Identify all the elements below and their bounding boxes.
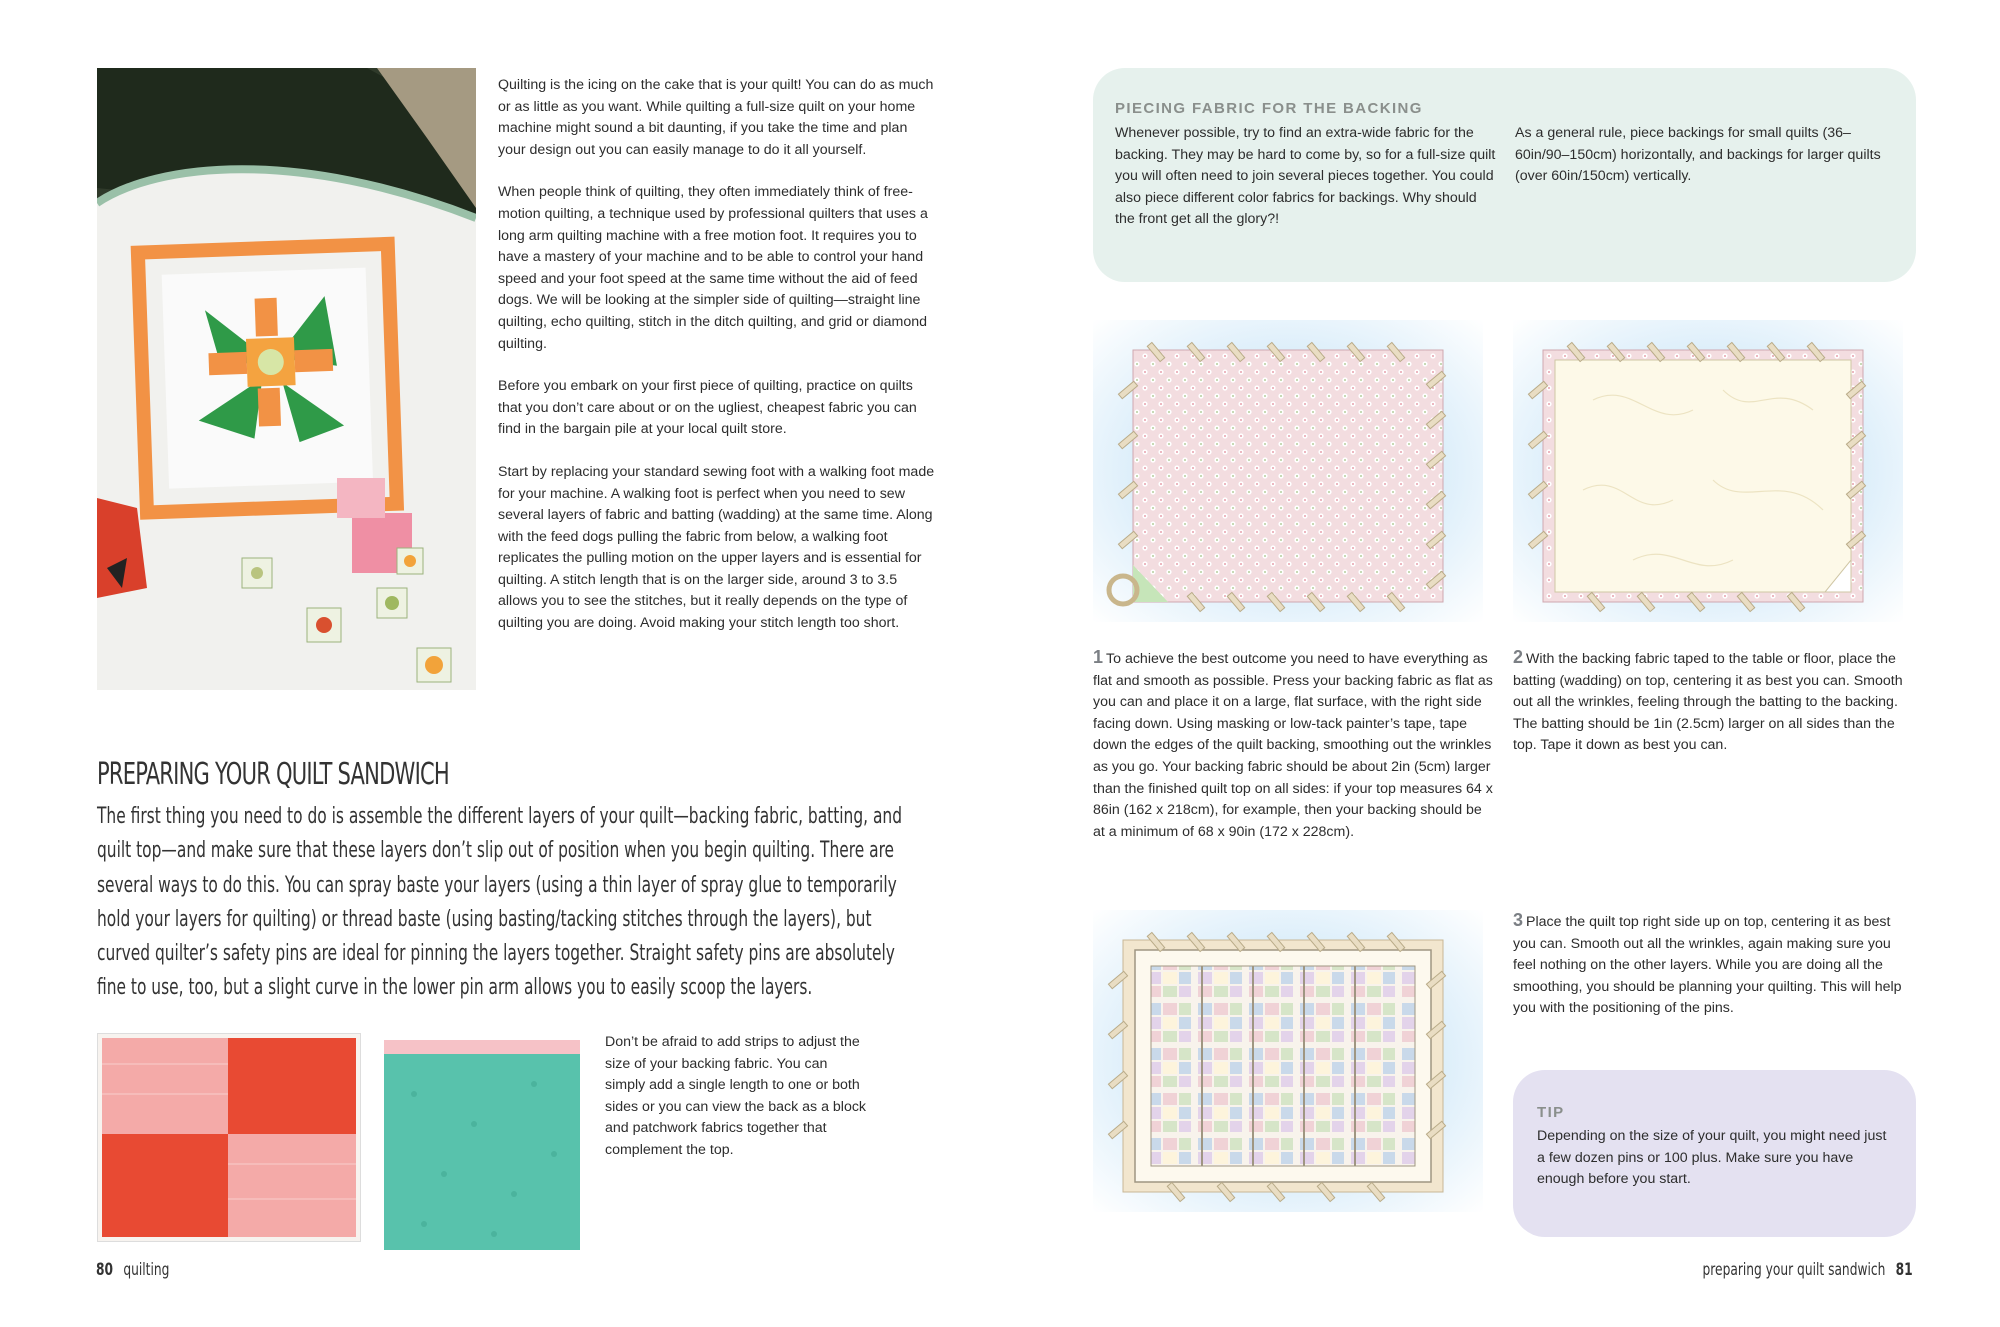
intro-paragraph: Quilting is the icing on the cake that is your quilt! You can do as much or as little as you want. While quilting a full-size quilt on your home machine might sound a bit daunting, if you take the time and plan your design out you can easily manage to do it all yourself. <box>498 77 934 158</box>
intro-paragraph: Start by replacing your standard sewing foot with a walking foot made for your machine. A walking foot is perfect when you need to sew several layers of fabric and batting (wadding) at the same time. Along with the feed dogs pulling the fabric from below, a walking foot replicates the pulling motion on the upper layers and is essential for quilting. A stitch length that is on the larger side, around 3 to 3.5 allows you to see the stitches, but it really depends on the type of quilting you are doing. Avoid making your stitch length too short. <box>498 463 935 632</box>
quilt-top-illustration <box>1093 910 1483 1212</box>
page-number: 80 <box>96 1260 114 1280</box>
strip-backing-photo <box>384 1040 580 1250</box>
intro-paragraph: Before you embark on your first piece of quilting, practice on quilts that you don’t care about or on the ugliest, cheapest fabric you can find in the bargain pile at your local quilt store. <box>498 378 917 438</box>
chapter-label: quilting <box>123 1260 170 1280</box>
quilt-photo <box>97 68 476 690</box>
step-3 <box>1513 910 1913 1020</box>
page-number: 81 <box>1895 1260 1913 1280</box>
intro-text <box>498 75 938 656</box>
batting-illustration <box>1513 320 1903 622</box>
chapter-label: preparing your quilt sandwich <box>1702 1260 1886 1280</box>
tip-box-title: TIP <box>1537 1104 1565 1121</box>
piecing-box-col1: Whenever possible, try to find an extra-wide fabric for the backing. They may be hard to come by, so for a full-size quilt you will often need to join several pieces together. You could also piece different color fabrics for backings. Why should the front get all the glory?! <box>1115 125 1496 228</box>
backing-caption: Don’t be afraid to add strips to adjust the size of your backing fabric. You can simply add a single length to one or both sides or you can view the back as a block and patchwork fabrics together that complement the top. <box>605 1034 867 1158</box>
step-number: 1 <box>1093 647 1104 667</box>
section-heading: PREPARING YOUR QUILT SANDWICH <box>97 757 449 792</box>
step-number: 2 <box>1513 647 1524 667</box>
piecing-box-title: PIECING FABRIC FOR THE BACKING <box>1115 100 1423 117</box>
tip-box-text: Depending on the size of your quilt, you might need just a few dozen pins or 100 plus. Make sure you have enough before you start. <box>1537 1128 1887 1188</box>
step-1 <box>1093 647 1493 843</box>
piecing-box-col2: As a general rule, piece backings for small quilts (36–60in/90–150cm) horizontally, and backings for larger quilts (over 60in/150cm) vertically. <box>1515 125 1881 185</box>
step-number: 3 <box>1513 910 1524 930</box>
step-text: With the backing fabric taped to the table or floor, place the batting (wadding) on top, centering it as best you can. Smooth out all the wrinkles, feeling through the batting to the backing. The batting should be 1in (2.5cm) larger on all sides than the top. Tape it down as best you can. <box>1513 651 1903 754</box>
pieced-backing-photo <box>97 1033 361 1242</box>
step-text: To achieve the best outcome you need to have everything as flat and smooth as possible. Press your backing fabric as flat as you can and place it on a large, flat surface, with the right side facing down. Using masking or low-tack painter’s tape, tape down the edges of the quilt backing, smoothing out the wrinkles as you go. Your backing fabric should be about 2in (5cm) larger than the finished quilt top on all sides: if your top measures 64 x 86in (162 x 218cm), for example, then your backing should be at a minimum of 68 x 90in (172 x 228cm). <box>1093 651 1493 840</box>
intro-paragraph: When people think of quilting, they often immediately think of free-motion quilting, a technique used by professional quilters that uses a long arm quilting machine with a free motion foot. It requires you to have a mastery of your machine and to be able to control your hand speed and your foot speed at the same time without the aid of feed dogs. We will be looking at the simpler side of quilting—straight line quilting, echo quilting, stitch in the ditch quilting, and grid or diamond quilting. <box>498 184 928 352</box>
tip-box <box>1513 1070 1916 1237</box>
piecing-info-box <box>1093 68 1916 282</box>
step-text: Place the quilt top right side up on top, centering it as best you can. Smooth out all the wrinkles, again making sure you feel nothing on the other layers. While you are doing all the smoothing, you should be planning your quilting. This will help you with the positioning of the pins. <box>1513 914 1902 1017</box>
lead-paragraph: The first thing you need to do is assemble the different layers of your quilt—backing fabric, batting, and quilt top—and make sure that these layers don’t slip out of position when you begin quilting. There are several ways to do this. You can spray baste your layers (using a thin layer of spray glue to temporarily hold your layers for quilting) or thread baste (using basting/tacking stitches through the layers), but curved quilter’s safety pins are ideal for pinning the layers together. Straight safety pins are absolutely fine to use, too, but a slight curve in the lower pin arm allows you to easily scoop the layers. <box>97 804 902 1001</box>
left-folio <box>96 1260 169 1280</box>
right-folio <box>1703 1260 1913 1280</box>
step-2 <box>1513 647 1913 757</box>
backing-taped-illustration <box>1093 320 1483 622</box>
